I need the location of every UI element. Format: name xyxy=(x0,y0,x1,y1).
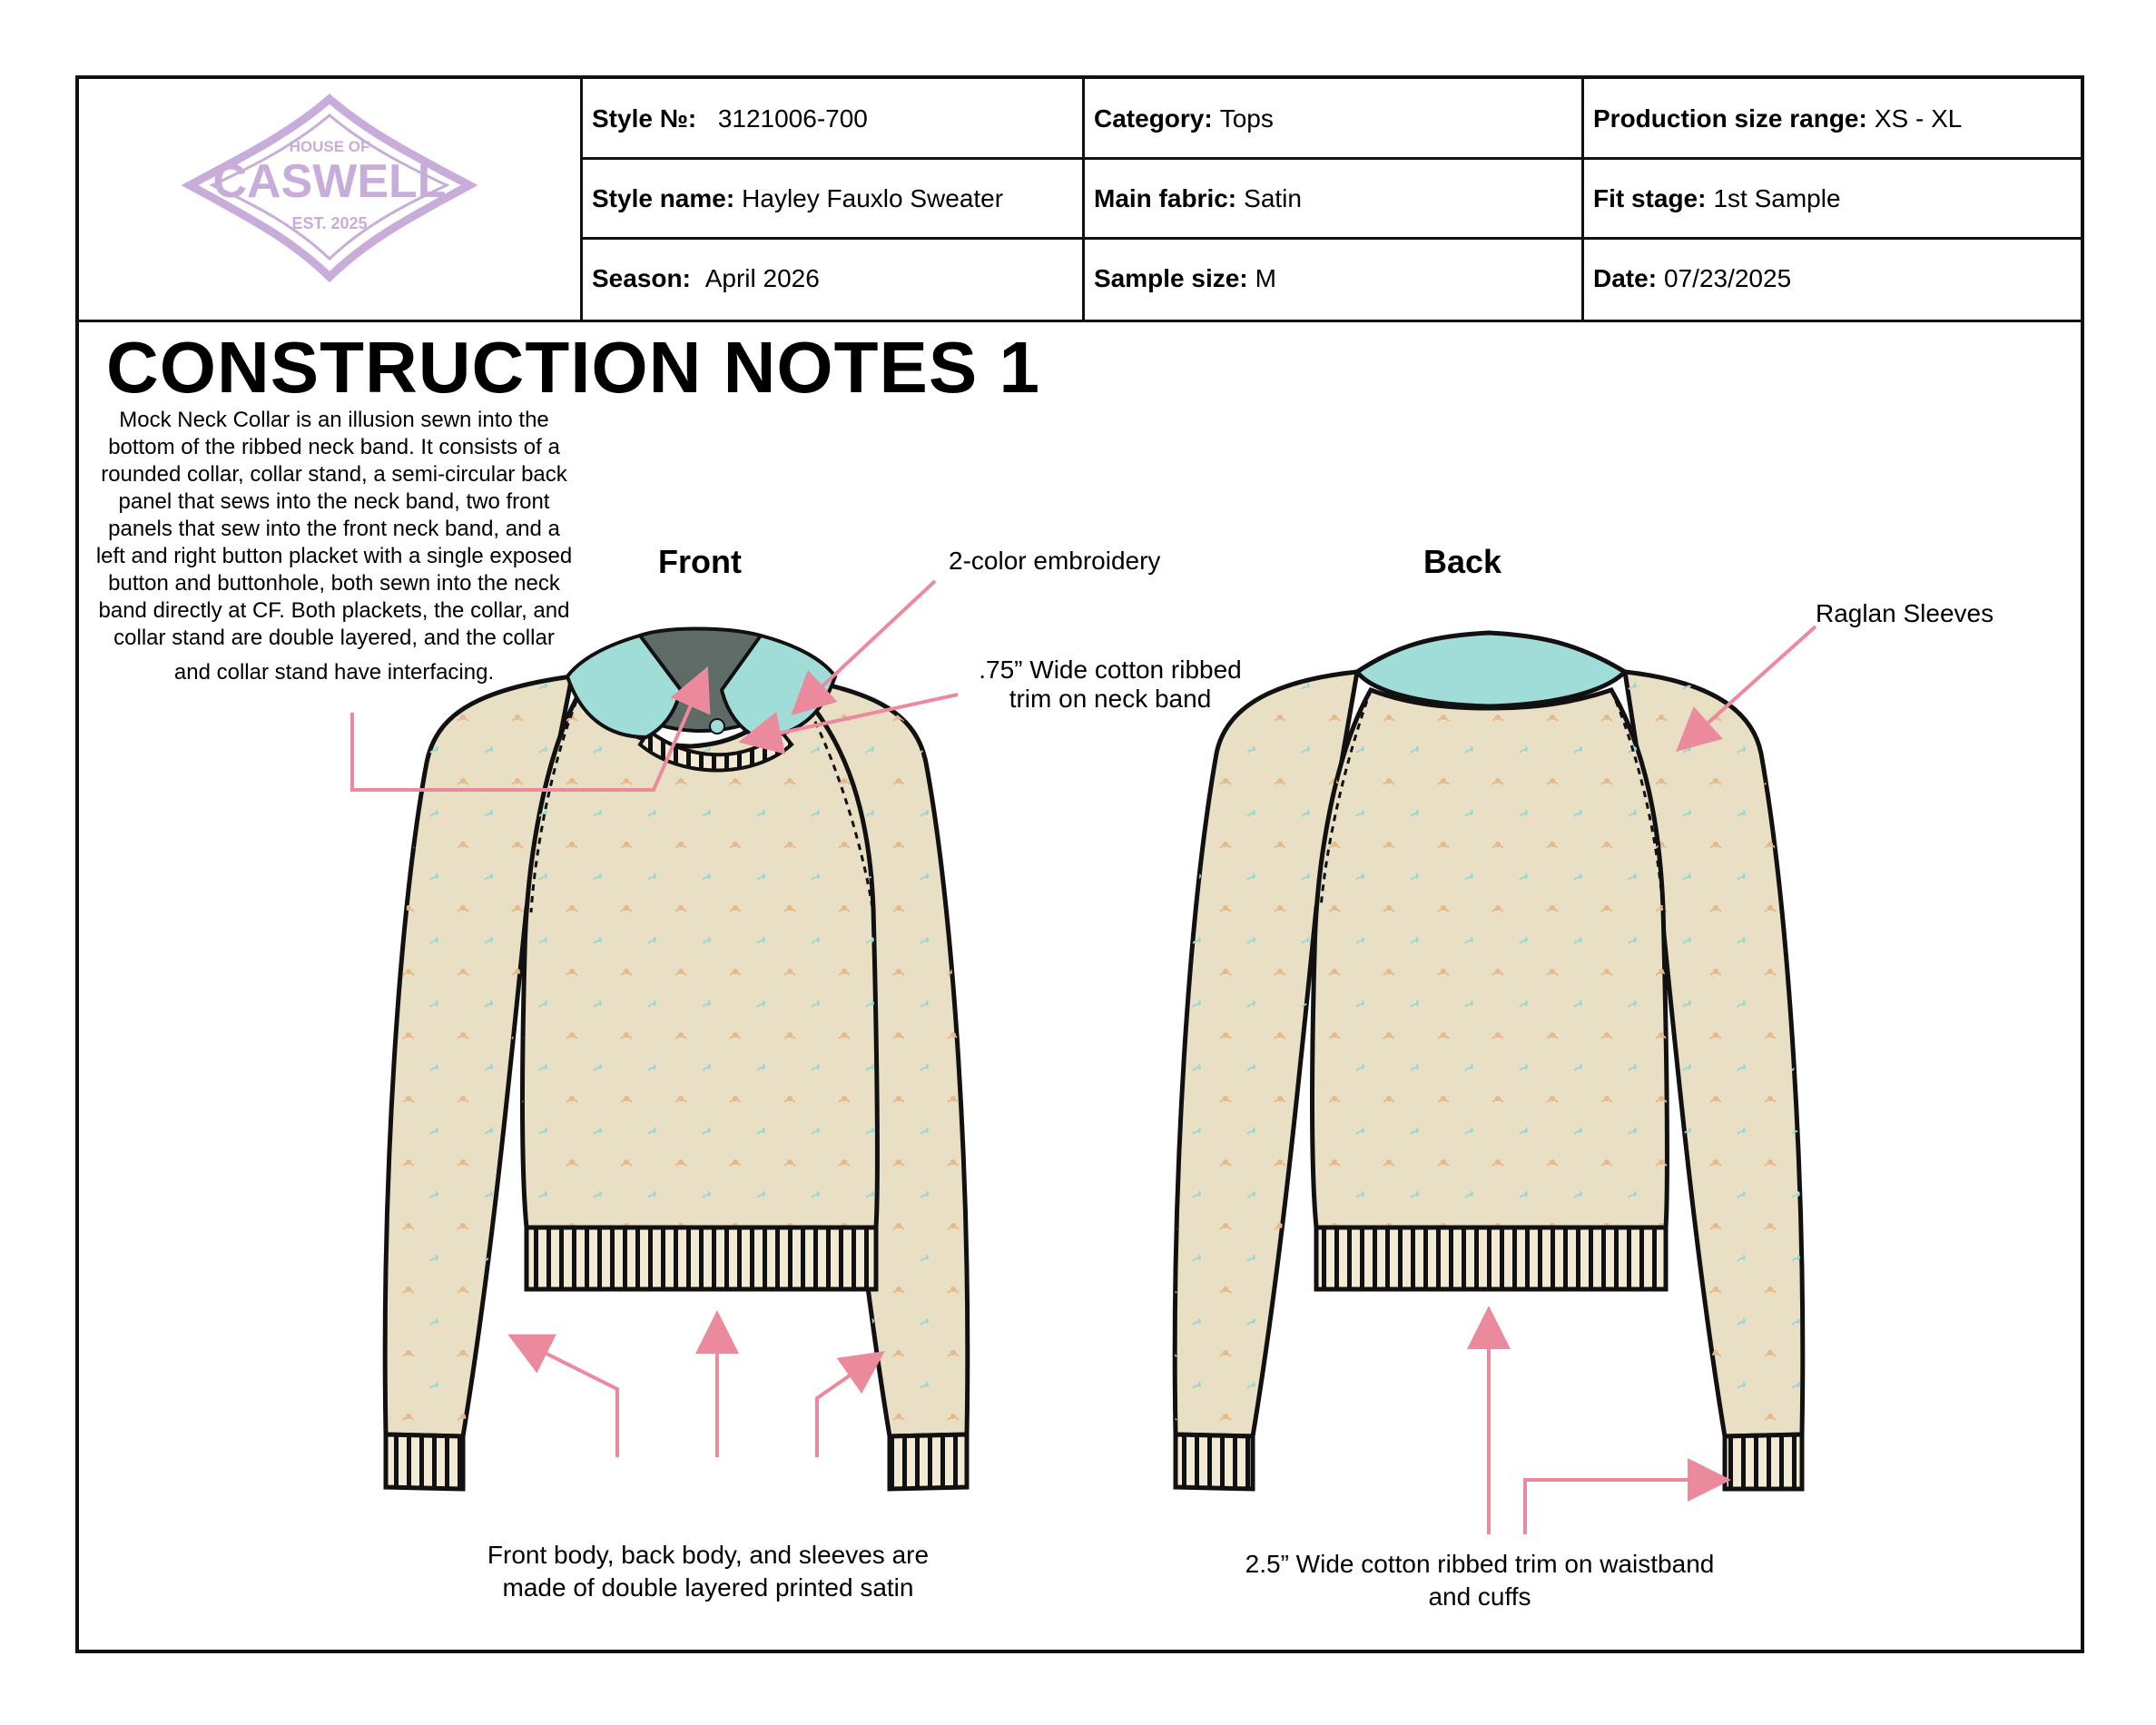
season-value: April 2026 xyxy=(704,264,820,292)
raglan-note: Raglan Sleeves xyxy=(1816,599,1994,627)
front-waistband xyxy=(527,1227,876,1289)
body-arrow-right xyxy=(817,1357,876,1457)
cuff-arrow xyxy=(1525,1480,1720,1534)
date-value: 07/23/2025 xyxy=(1664,264,1792,292)
fit-stage-label: Fit stage: xyxy=(1593,184,1707,212)
logo-line1: HOUSE OF xyxy=(289,138,370,155)
collar-note xyxy=(80,407,588,686)
back-view-label: Back xyxy=(1423,543,1502,580)
logo-est: EST. 2025 xyxy=(291,214,368,232)
style-no-value: 3121006-700 xyxy=(717,104,868,133)
neck-trim-line2: trim on neck band xyxy=(1009,685,1212,713)
logo-brand: CASWELL xyxy=(212,155,447,208)
back-collar xyxy=(1357,633,1625,706)
embroidery-note: 2-color embroidery xyxy=(949,547,1161,575)
season-label: Season: xyxy=(592,264,691,292)
collar-note-line: panels that sew into the front neck band, and a xyxy=(108,517,560,541)
style-no-label: Style №: xyxy=(592,104,697,133)
front-button xyxy=(710,719,724,734)
neck-trim-line1: .75” Wide cotton ribbed xyxy=(979,656,1242,684)
style-name-label: Style name: xyxy=(592,184,735,212)
body-note-line1: Front body, back body, and sleeves are xyxy=(487,1541,930,1569)
main-fabric-label: Main fabric: xyxy=(1094,184,1237,212)
body-arrow-left xyxy=(517,1339,617,1457)
collar-note-line: rounded collar, collar stand, a semi-circular back xyxy=(101,462,567,487)
collar-note-line: collar stand are double layered, and the collar xyxy=(113,626,555,650)
waistband-note-line1: 2.5” Wide cotton ribbed trim on waistband xyxy=(1245,1550,1715,1578)
back-waistband xyxy=(1316,1227,1666,1289)
collar-note-line: Mock Neck Collar is an illusion sewn into the xyxy=(119,408,549,432)
size-range-label: Production size range: xyxy=(1593,104,1867,133)
category-label: Category: xyxy=(1094,104,1213,133)
main-fabric-value: Satin xyxy=(1244,184,1302,212)
date-label: Date: xyxy=(1593,264,1658,292)
collar-note-line: and collar stand have interfacing. xyxy=(173,660,495,685)
back-right-cuff xyxy=(1725,1434,1802,1489)
front-left-cuff xyxy=(386,1434,463,1489)
collar-note-line: left and right button placket with a single exposed xyxy=(95,544,573,568)
front-view xyxy=(385,629,968,1490)
neck-trim-note xyxy=(965,656,1255,714)
back-left-cuff xyxy=(1176,1434,1253,1489)
page-title: CONSTRUCTION NOTES 1 xyxy=(106,327,1040,408)
collar-note-line: panel that sews into the neck band, two front xyxy=(118,489,550,514)
sample-size-value: M xyxy=(1255,264,1276,292)
collar-note-line: band directly at CF. Both plackets, the collar, and xyxy=(98,598,570,623)
waistband-note xyxy=(1226,1548,1734,1613)
collar-note-line: bottom of the ribbed neck band. It consists of a xyxy=(108,435,560,459)
size-range-value: XS - XL xyxy=(1874,104,1963,133)
front-view-label: Front xyxy=(658,543,742,580)
category-value: Tops xyxy=(1219,104,1274,133)
collar-note-line: button and buttonhole, both sewn into the neck xyxy=(108,571,560,596)
waistband-note-line2: and cuffs xyxy=(1428,1582,1531,1611)
body-note xyxy=(454,1539,962,1604)
embroidery-arrow xyxy=(799,581,935,708)
fit-stage-value: 1st Sample xyxy=(1713,184,1841,212)
front-right-cuff xyxy=(890,1434,967,1489)
sample-size-label: Sample size: xyxy=(1094,264,1248,292)
style-name-value: Hayley Fauxlo Sweater xyxy=(742,184,1004,212)
body-note-line2: made of double layered printed satin xyxy=(502,1573,914,1602)
